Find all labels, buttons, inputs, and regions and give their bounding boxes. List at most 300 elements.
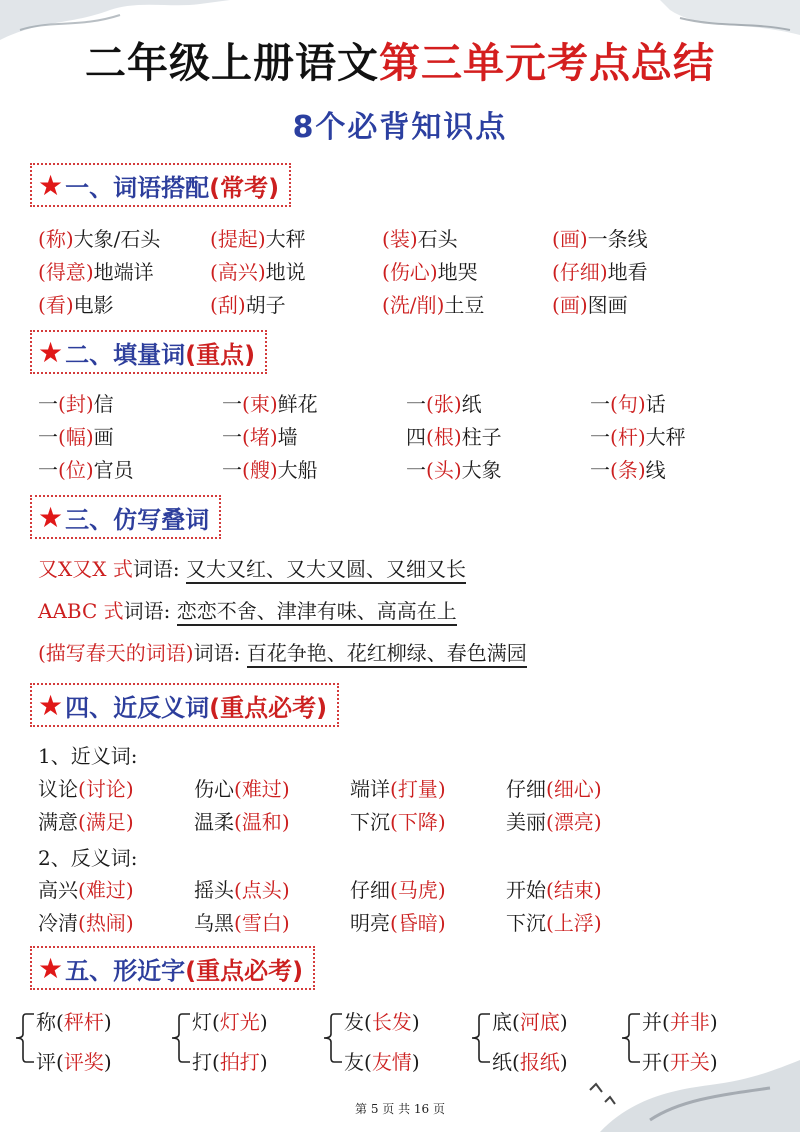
- bracket-close: ): [269, 392, 278, 416]
- reduplication-row: [38, 595, 457, 624]
- antonym-pair: [38, 874, 134, 903]
- base-word: 下沉: [350, 810, 390, 834]
- answer-word: 洗/削: [389, 293, 437, 317]
- measure-word: 位: [65, 458, 86, 482]
- similar-char-item: [36, 1006, 112, 1035]
- measure-word: 条: [617, 458, 638, 482]
- answer-word: 温和: [241, 810, 282, 834]
- bracket-close: ): [85, 260, 94, 284]
- noun: 鲜花: [277, 392, 318, 416]
- spacer: [170, 599, 176, 623]
- bracket-close: ): [65, 293, 74, 317]
- bracket-close: ): [65, 227, 74, 251]
- bracket-open: (: [390, 810, 398, 834]
- collocation-item: [38, 256, 154, 285]
- numeral: 一: [38, 458, 58, 482]
- answer-word: 高兴: [217, 260, 258, 284]
- bracket-close: ): [593, 810, 602, 834]
- section-header-synonyms-antonyms: ★ 四、近反义词 (重点必考): [30, 683, 339, 727]
- page-subtitle: 8个必背知识点: [292, 110, 508, 145]
- measure-word: 根: [433, 425, 454, 449]
- measure-item: [38, 388, 114, 417]
- example-word: 并非: [669, 1010, 710, 1034]
- bracket-close: ): [453, 392, 462, 416]
- bracket-close: ): [259, 1010, 268, 1034]
- bracket-close: ): [437, 878, 446, 902]
- bracket-close: ): [559, 1010, 568, 1034]
- pattern-label: 又X又X 式: [38, 557, 133, 581]
- measure-item: [222, 388, 318, 417]
- numeral: 四: [406, 425, 426, 449]
- character: 纸: [492, 1050, 512, 1074]
- measure-row: [38, 421, 778, 453]
- antonym-pair: [194, 907, 290, 936]
- bracket-open: (: [234, 911, 242, 935]
- bracket-open: (: [242, 458, 250, 482]
- bracket-open: (: [610, 392, 618, 416]
- bracket-close: ): [85, 458, 94, 482]
- measure-item: [590, 388, 666, 417]
- bracket-close: ): [709, 1050, 718, 1074]
- bracket-close: ): [411, 1010, 420, 1034]
- bracket-close: ): [281, 810, 290, 834]
- brace-icon: [470, 1012, 492, 1064]
- base-word: 伤心: [194, 777, 234, 801]
- example-word: 河底: [519, 1010, 560, 1034]
- base-word: 明亮: [350, 911, 390, 935]
- measure-item: [406, 454, 502, 483]
- brace-icon: [620, 1012, 642, 1064]
- bracket-open: (: [234, 810, 242, 834]
- collocation-item: [552, 289, 628, 318]
- collocation-item: [38, 289, 114, 318]
- measure-item: [222, 454, 318, 483]
- antonym-pair: [506, 874, 602, 903]
- antonym-row: [38, 874, 778, 906]
- noun: 大船: [277, 458, 318, 482]
- bracket-open: (: [242, 392, 250, 416]
- bracket-open: (: [546, 777, 554, 801]
- brace-icon: [170, 1012, 192, 1064]
- antonym-pair: [506, 907, 602, 936]
- bracket-close: ): [269, 458, 278, 482]
- synonym-pair: [194, 806, 290, 835]
- bracket-close: ): [579, 227, 588, 251]
- answer-word: 称: [45, 227, 66, 251]
- phrase-text: 大象/石头: [73, 227, 161, 251]
- character: 称: [36, 1010, 56, 1034]
- base-word: 温柔: [194, 810, 234, 834]
- bracket-close: ): [125, 878, 134, 902]
- example-word: 评奖: [63, 1050, 104, 1074]
- synonym-row: [38, 773, 778, 805]
- measure-word: 杆: [617, 425, 638, 449]
- bracket-close: ): [599, 260, 608, 284]
- noun: 墙: [277, 425, 298, 449]
- answer-word: 得意: [45, 260, 86, 284]
- star-icon: ★: [38, 951, 64, 985]
- synonym-pair: [506, 773, 602, 802]
- collocation-item: [552, 256, 648, 285]
- noun: 柱子: [461, 425, 502, 449]
- noun: 大象: [461, 458, 502, 482]
- phrase-text: 地哭: [437, 260, 478, 284]
- character: 评: [36, 1050, 56, 1074]
- spacer: [240, 641, 246, 665]
- numeral: 一: [38, 425, 58, 449]
- bracket-open: (: [390, 777, 398, 801]
- star-icon: ★: [38, 335, 64, 369]
- bracket-close: ): [237, 293, 246, 317]
- bracket-close: ): [281, 878, 290, 902]
- bracket-open: (: [210, 227, 218, 251]
- phrase-text: 图画: [587, 293, 628, 317]
- character: 灯: [192, 1010, 212, 1034]
- bracket-close: ): [257, 227, 266, 251]
- bracket-open: (: [212, 1050, 220, 1074]
- numeral: 一: [590, 392, 610, 416]
- bracket-close: ): [453, 458, 462, 482]
- bracket-open: (: [552, 227, 560, 251]
- antonym-pair: [38, 907, 134, 936]
- bracket-close: ): [709, 1010, 718, 1034]
- answer-word: 难过: [241, 777, 282, 801]
- noun: 画: [93, 425, 114, 449]
- bracket-close: ): [103, 1050, 112, 1074]
- collocation-row: [38, 289, 778, 321]
- bracket-open: (: [58, 392, 66, 416]
- character: 友: [344, 1050, 364, 1074]
- measure-word: 幅: [65, 425, 86, 449]
- measure-item: [406, 388, 482, 417]
- bracket-open: (: [390, 878, 398, 902]
- noun: 纸: [461, 392, 482, 416]
- bracket-open: (: [610, 425, 618, 449]
- collocation-row: [38, 223, 778, 255]
- measure-word: 张: [433, 392, 454, 416]
- pattern-label: AABC 式: [38, 599, 124, 623]
- character: 并: [642, 1010, 662, 1034]
- bracket-close: ): [637, 425, 646, 449]
- section-header-similar-characters: ★ 五、形近字 (重点必考): [30, 946, 315, 990]
- character: 底: [492, 1010, 512, 1034]
- numeral: 一: [590, 425, 610, 449]
- synonym-pair: [194, 773, 290, 802]
- numeral: 一: [222, 392, 242, 416]
- numeral: 一: [406, 392, 426, 416]
- bracket-close: ): [559, 1050, 568, 1074]
- bracket-open: (: [56, 1010, 64, 1034]
- synonym-pair: [350, 806, 446, 835]
- measure-item: [590, 421, 686, 450]
- answer-word: 画: [559, 227, 580, 251]
- bracket-open: (: [426, 458, 434, 482]
- base-word: 仔细: [350, 878, 390, 902]
- answer-word: 打量: [397, 777, 438, 801]
- answer-word: 点头: [241, 878, 282, 902]
- bracket-close: ): [281, 777, 290, 801]
- example-word: 开关: [669, 1050, 710, 1074]
- similar-char-item: [642, 1006, 718, 1035]
- bracket-close: ): [453, 425, 462, 449]
- similar-char-item: [642, 1046, 718, 1075]
- answer-word: 提起: [217, 227, 258, 251]
- base-word: 高兴: [38, 878, 78, 902]
- bracket-open: (: [56, 1050, 64, 1074]
- similar-char-item: [192, 1006, 268, 1035]
- phrase-text: 土豆: [444, 293, 485, 317]
- bracket-open: (: [546, 911, 554, 935]
- page-title: [0, 30, 800, 89]
- measure-item: [406, 421, 502, 450]
- bracket-close: ): [125, 911, 134, 935]
- brace-icon: [14, 1012, 36, 1064]
- synonym-pair: [506, 806, 602, 835]
- base-word: 摇头: [194, 878, 234, 902]
- similar-char-item: [344, 1046, 420, 1075]
- bracket-close: ): [409, 227, 418, 251]
- antonym-pair: [194, 874, 290, 903]
- character: 开: [642, 1050, 662, 1074]
- pattern-suffix: 词语:: [123, 599, 171, 623]
- pattern-label: (描写春天的词语): [38, 641, 194, 665]
- answer-word: 画: [559, 293, 580, 317]
- bracket-open: (: [512, 1010, 520, 1034]
- numeral: 一: [406, 458, 426, 482]
- bracket-close: ): [637, 392, 646, 416]
- bracket-close: ): [593, 911, 602, 935]
- bracket-open: (: [426, 392, 434, 416]
- bracket-close: ): [85, 392, 94, 416]
- synonym-pair: [350, 773, 446, 802]
- collocation-item: [552, 223, 648, 252]
- section-header-measure-words: ★ 二、填量词 (重点): [30, 330, 267, 374]
- bracket-open: (: [234, 878, 242, 902]
- section-header-reduplication: ★ 三、仿写叠词: [30, 495, 221, 539]
- similar-char-item: [492, 1046, 568, 1075]
- base-word: 下沉: [506, 911, 546, 935]
- phrase-text: 地看: [607, 260, 648, 284]
- phrase-text: 一条线: [587, 227, 648, 251]
- bracket-close: ): [103, 1010, 112, 1034]
- answer-word: 看: [45, 293, 66, 317]
- bracket-close: ): [281, 911, 290, 935]
- pattern-suffix: 词语:: [132, 557, 180, 581]
- star-icon: ★: [38, 500, 64, 534]
- antonym-pair: [350, 907, 446, 936]
- bracket-open: (: [382, 260, 390, 284]
- bracket-close: ): [579, 293, 588, 317]
- example-words: 恋恋不舍、津津有味、高高在上: [177, 599, 457, 626]
- measure-word: 封: [65, 392, 86, 416]
- bracket-open: (: [38, 260, 46, 284]
- bracket-open: (: [546, 878, 554, 902]
- noun: 信: [93, 392, 114, 416]
- answer-word: 讨论: [85, 777, 126, 801]
- character: 打: [192, 1050, 212, 1074]
- bracket-open: (: [382, 293, 390, 317]
- measure-word: 束: [249, 392, 270, 416]
- title-part-1: 二年级上册语文: [85, 39, 379, 87]
- measure-word: 堵: [249, 425, 270, 449]
- bracket-open: (: [364, 1010, 372, 1034]
- numeral: 一: [222, 425, 242, 449]
- bracket-open: (: [242, 425, 250, 449]
- bracket-close: ): [125, 810, 134, 834]
- base-word: 仔细: [506, 777, 546, 801]
- example-word: 灯光: [219, 1010, 260, 1034]
- base-word: 冷清: [38, 911, 78, 935]
- example-word: 长发: [371, 1010, 412, 1034]
- bracket-open: (: [212, 1010, 220, 1034]
- answer-word: 满足: [85, 810, 126, 834]
- star-icon: ★: [38, 168, 64, 202]
- phrase-text: 胡子: [245, 293, 286, 317]
- answer-word: 漂亮: [553, 810, 594, 834]
- bracket-open: (: [58, 458, 66, 482]
- answer-word: 难过: [85, 878, 126, 902]
- bracket-open: (: [512, 1050, 520, 1074]
- bracket-close: ): [429, 260, 438, 284]
- synonym-row: [38, 806, 778, 838]
- measure-word: 头: [433, 458, 454, 482]
- measure-word: 艘: [249, 458, 270, 482]
- bracket-open: (: [610, 458, 618, 482]
- bracket-close: ): [411, 1050, 420, 1074]
- noun: 线: [645, 458, 666, 482]
- bracket-open: (: [38, 293, 46, 317]
- bracket-open: (: [210, 293, 218, 317]
- page-footer: 第 5 页 共 16 页: [355, 1102, 445, 1116]
- answer-word: 上浮: [553, 911, 594, 935]
- example-words: 百花争艳、花红柳绿、春色满园: [247, 641, 527, 668]
- antonyms-label: 2、反义词:: [38, 846, 138, 870]
- bracket-open: (: [382, 227, 390, 251]
- base-word: 端详: [350, 777, 390, 801]
- answer-word: 细心: [553, 777, 594, 801]
- answer-word: 结束: [553, 878, 594, 902]
- character: 发: [344, 1010, 364, 1034]
- synonym-pair: [38, 806, 134, 835]
- noun: 官员: [93, 458, 134, 482]
- collocation-item: [210, 223, 306, 252]
- measure-item: [38, 421, 114, 450]
- base-word: 议论: [38, 777, 78, 801]
- spacer: [180, 557, 186, 581]
- bracket-close: ): [593, 777, 602, 801]
- similar-char-item: [36, 1046, 112, 1075]
- bracket-close: ): [257, 260, 266, 284]
- base-word: 满意: [38, 810, 78, 834]
- answer-word: 刮: [217, 293, 238, 317]
- bracket-open: (: [78, 810, 86, 834]
- bracket-close: ): [436, 293, 445, 317]
- example-word: 拍打: [219, 1050, 260, 1074]
- phrase-text: 地端详: [93, 260, 154, 284]
- bracket-close: ): [269, 425, 278, 449]
- measure-item: [222, 421, 298, 450]
- base-word: 乌黑: [194, 911, 234, 935]
- brace-icon: [322, 1012, 344, 1064]
- bracket-open: (: [78, 878, 86, 902]
- bracket-open: (: [426, 425, 434, 449]
- numeral: 一: [38, 392, 58, 416]
- bracket-close: ): [437, 777, 446, 801]
- bracket-open: (: [210, 260, 218, 284]
- phrase-text: 地说: [265, 260, 306, 284]
- bracket-close: ): [437, 911, 446, 935]
- answer-word: 伤心: [389, 260, 430, 284]
- synonym-pair: [38, 773, 134, 802]
- bracket-close: ): [259, 1050, 268, 1074]
- synonyms-label: 1、近义词:: [38, 744, 138, 768]
- numeral: 一: [222, 458, 242, 482]
- bracket-open: (: [78, 777, 86, 801]
- section-header-collocation: ★ 一、词语搭配 (常考): [30, 163, 291, 207]
- similar-char-item: [192, 1046, 268, 1075]
- answer-word: 雪白: [241, 911, 282, 935]
- bracket-open: (: [234, 777, 242, 801]
- example-word: 秤杆: [63, 1010, 104, 1034]
- collocation-item: [382, 256, 478, 285]
- example-word: 友情: [371, 1050, 412, 1074]
- measure-row: [38, 388, 778, 420]
- bracket-open: (: [58, 425, 66, 449]
- reduplication-row: [38, 553, 466, 582]
- numeral: 一: [590, 458, 610, 482]
- base-word: 开始: [506, 878, 546, 902]
- reduplication-row: [38, 637, 527, 666]
- phrase-text: 石头: [417, 227, 458, 251]
- measure-row: [38, 454, 778, 486]
- pattern-suffix: 词语:: [193, 641, 241, 665]
- similar-char-item: [344, 1006, 420, 1035]
- phrase-text: 大秤: [265, 227, 306, 251]
- answer-word: 下降: [397, 810, 438, 834]
- bracket-open: (: [78, 911, 86, 935]
- bracket-open: (: [390, 911, 398, 935]
- answer-word: 热闹: [85, 911, 126, 935]
- example-word: 报纸: [519, 1050, 560, 1074]
- antonym-pair: [350, 874, 446, 903]
- title-part-2: 第三单元考点总结: [379, 39, 715, 87]
- phrase-text: 电影: [73, 293, 114, 317]
- answer-word: 装: [389, 227, 410, 251]
- example-words: 又大又红、又大又圆、又细又长: [186, 557, 466, 584]
- bracket-close: ): [437, 810, 446, 834]
- bracket-close: ): [593, 878, 602, 902]
- collocation-item: [38, 223, 160, 252]
- bracket-open: (: [662, 1010, 670, 1034]
- measure-item: [590, 454, 666, 483]
- bracket-open: (: [546, 810, 554, 834]
- noun: 大秤: [645, 425, 686, 449]
- bracket-open: (: [552, 260, 560, 284]
- bracket-close: ): [637, 458, 646, 482]
- noun: 话: [645, 392, 666, 416]
- bracket-close: ): [85, 425, 94, 449]
- collocation-item: [210, 256, 306, 285]
- collocation-row: [38, 256, 778, 288]
- bracket-open: (: [662, 1050, 670, 1074]
- bracket-close: ): [125, 777, 134, 801]
- similar-char-item: [492, 1006, 568, 1035]
- measure-word: 句: [617, 392, 638, 416]
- collocation-item: [382, 289, 484, 318]
- antonym-row: [38, 907, 778, 939]
- answer-word: 仔细: [559, 260, 600, 284]
- collocation-item: [382, 223, 458, 252]
